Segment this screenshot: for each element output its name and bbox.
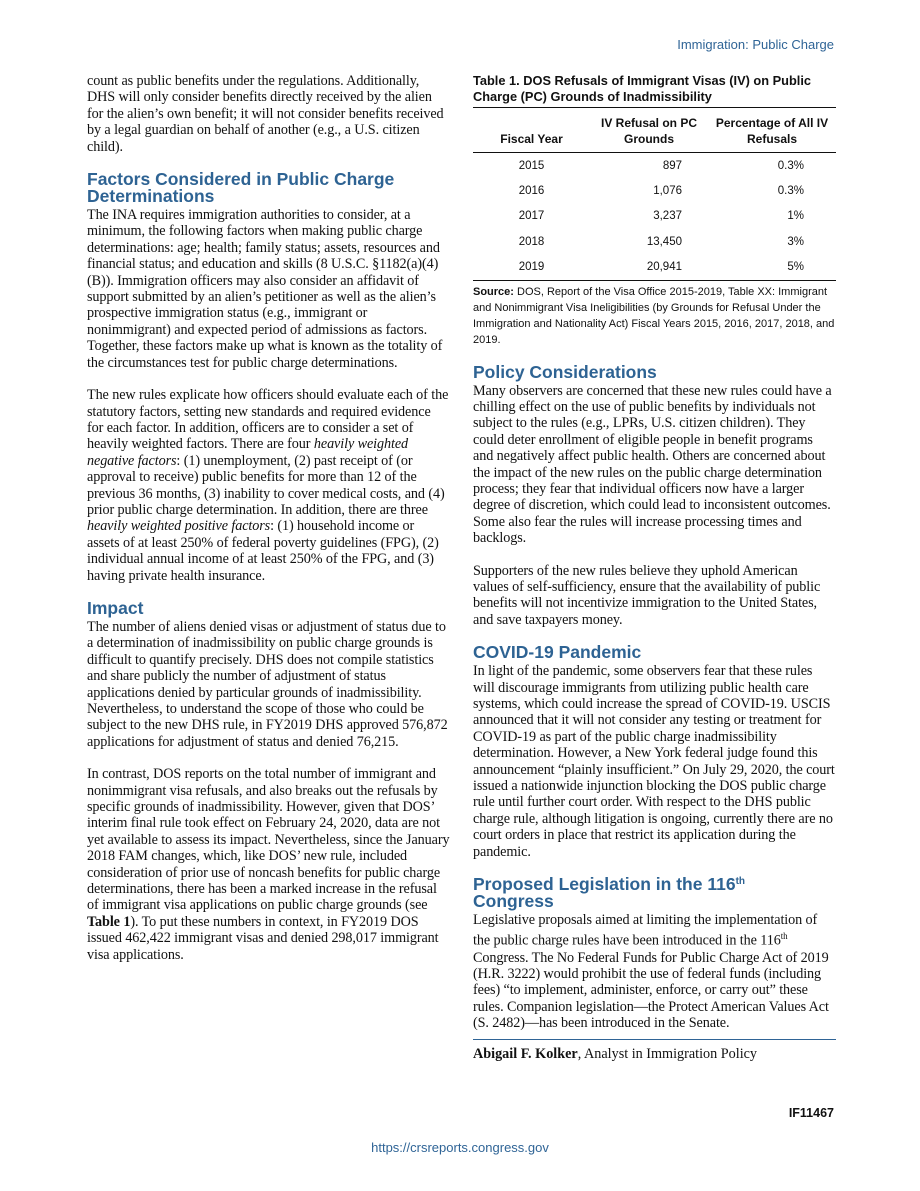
table-cell: 1,076 — [653, 184, 682, 197]
factors-paragraph-2: The new rules explicate how officers should evaluate each of the statutory factors, setting new standards and required evidence for each factor. In addition, officers are to consider a set of heavily weighted factors. There are four heavily weighted negative factors: (1) unemployment, (2) past receipt of (or approval to receive) public benefits for more than 12 of the previous 36 months, (3) inability to cover medical costs, and (4) prior public charge determination. In addition, there are three heavily weighted positive factors: (1) household income or assets of at least 250% of federal poverty guidelines (FPG), (2) individual annual income of at least 250% of the FPG, and (3) having private health insurance. — [87, 387, 449, 584]
table-cell: 2017 — [518, 210, 545, 223]
visa-refusals-table — [473, 108, 836, 281]
factors-heading: Factors Considered in Public Charge Determinations — [87, 169, 395, 207]
table-reference: Table 1 — [87, 913, 131, 930]
table-cell: 0.3% — [777, 184, 804, 197]
covid-heading: COVID-19 Pandemic — [473, 642, 642, 663]
table-cell: 3% — [787, 235, 804, 248]
intro-paragraph: count as public benefits under the regulations. Additionally, DHS will only consider benefits directly received by the alien for the alien’s own benefit; it will not consider benefits received by a legal guardian on behalf of another (e.g., a U.S. citizen child). — [87, 73, 444, 155]
legislation-paragraph: Legislative proposals aimed at limiting the implementation of the public charge rules have been introduced in the 116th Congress. The No Federal Funds for Public Charge Act of 2019 (H.R. 3222) would prohibit the use of federal funds (including fees) “to implement, administer, enforce, or carry out” these rules. Companion legislation—the Protect American Values Act (S. 2482)—has been introduced in the Senate. — [473, 912, 829, 1032]
impact-paragraph-1: The number of aliens denied visas or adjustment of status due to a determination of inadmissibility on public charge grounds is difficult to quantify precisely. DHS does not compile statistics and share publicly the number of adjustment of status applications denied by particular grounds of inadmissibility. Nevertheless, to understand the scope of those who could be subject to the new DHS rule, in FY2019 DHS approved 576,872 applications for adjustment of status and denied 76,215. — [87, 618, 448, 750]
column-header: Fiscal Year — [500, 132, 563, 146]
table-cell: 2015 — [518, 159, 545, 172]
author-name: Abigail F. Kolker — [473, 1045, 578, 1062]
table-cell: 897 — [662, 159, 682, 172]
table-row — [473, 178, 836, 204]
table-row — [473, 153, 836, 179]
table-cell: 2018 — [518, 235, 545, 248]
table-cell: 13,450 — [646, 235, 682, 248]
policy-heading: Policy Considerations — [473, 361, 657, 382]
running-head: Immigration: Public Charge — [677, 37, 834, 52]
table-title: Table 1. DOS Refusals of Immigrant Visas (IV) on Public Charge (PC) Grounds of Inadmissibility — [473, 73, 836, 108]
table-cell: 0.3% — [777, 159, 804, 172]
negative-factors-term: heavily weighted negative factors — [87, 436, 409, 469]
table-row — [473, 204, 836, 230]
table-cell: 3,237 — [653, 210, 682, 223]
left-column — [87, 73, 450, 963]
table-cell: 5% — [787, 261, 804, 273]
table-cell: 20,941 — [646, 261, 682, 273]
impact-heading: Impact — [87, 597, 144, 618]
table-source-note: Source: DOS, Report of the Visa Office 2015-2019, Table XX: Immigrant and Nonimmigrant Visa Ineligibilities (by Grounds for Refusal Under the Immigration and Nationality Act) Fiscal Years 2015, 2016, 2017, 2018, and 2019. — [473, 285, 835, 346]
positive-factors-term: heavily weighted positive factors — [87, 518, 271, 535]
table-row — [473, 229, 836, 255]
footer-url-link[interactable]: https://crsreports.congress.gov — [371, 1140, 549, 1155]
policy-paragraph-2: Supporters of the new rules believe they uphold American values of self-sufficiency, ensure that the availability of public benefits will not incentivize immigration to the United States, and save taxpayers money. — [473, 562, 821, 628]
table-cell: 2019 — [518, 261, 545, 273]
table-row — [473, 255, 836, 281]
column-header: Percentage of All IV Refusals — [715, 116, 829, 146]
author-title: , Analyst in Immigration Policy — [577, 1045, 758, 1062]
table-cell: 1% — [787, 210, 804, 223]
author-line — [473, 1039, 836, 1062]
covid-paragraph: In light of the pandemic, some observers fear that these rules will discourage immigrants from utilizing public health care systems, which could increase the spread of COVID-19. USCIS announced that it will not consider any testing or treatment for COVID-19 as part of the public charge inadmissibility determination. However, a New York federal judge found this announcement “plainly insufficient.” On July 29, 2020, the court issued a nationwide injunction blocking the DOS public charge rule until further court order. With respect to the DHS public charge rule, although litigation is ongoing, currently there are no court orders in place that restrict its application during the pandemic. — [473, 663, 835, 860]
right-column — [473, 73, 836, 1062]
table-cell: 2016 — [518, 184, 545, 197]
table-header-row — [473, 108, 836, 153]
policy-paragraph-1: Many observers are concerned that these new rules could have a chilling effect on the use of public benefits by individuals not subject to the rules (e.g., LPRs, U.S. citizen children). They could deter enrollment of eligible people in benefit programs and negatively affect public health. Others are concerned about the impact of the new rules on the public charge determination process; they fear that individual officers now have a larger degree of discretion, which could lead to inconsistent outcomes. Some also fear the rules will increase processing times and backlogs. — [473, 382, 832, 547]
report-id: IF11467 — [788, 1106, 834, 1120]
factors-paragraph-1: The INA requires immigration authorities to consider, at a minimum, the following factors when making public charge determinations: age; health; family status; assets, resources and financial status; and education and skills (8 U.S.C. §1182(a)(4)(B)). Immigration officers may also consider an affidavit of support submitted by an alien’s petitioner as well as the alien’s prospective immigration status (e.g., immigrant or nonimmigrant) and expected period of admissions as factors. Together, these factors make up what is known as the totality of the circumstances test for public charge determinations. — [87, 207, 443, 371]
impact-paragraph-2: In contrast, DOS reports on the total number of immigrant and nonimmigrant visa refusals, and also breaks out the refusals by specific grounds of inadmissibility. However, given that DOS’ interim final rule took effect on February 24, 2020, data are not yet available to assess its impact. Nevertheless, since the January 2018 FAM changes, which, like DOS’ new rule, included consideration of prior use of noncash benefits for public charge determinations, there has been a marked increase in the refusal of immigrant visa applications on public charge grounds (see Table 1). To put these numbers in context, in FY2019 DOS issued 462,422 immigrant visas and denied 298,017 immigrant visa applications. — [87, 766, 450, 963]
legislation-heading: Proposed Legislation in the 116th Congress — [473, 874, 746, 912]
column-header: IV Refusal on PC Grounds — [600, 116, 698, 146]
